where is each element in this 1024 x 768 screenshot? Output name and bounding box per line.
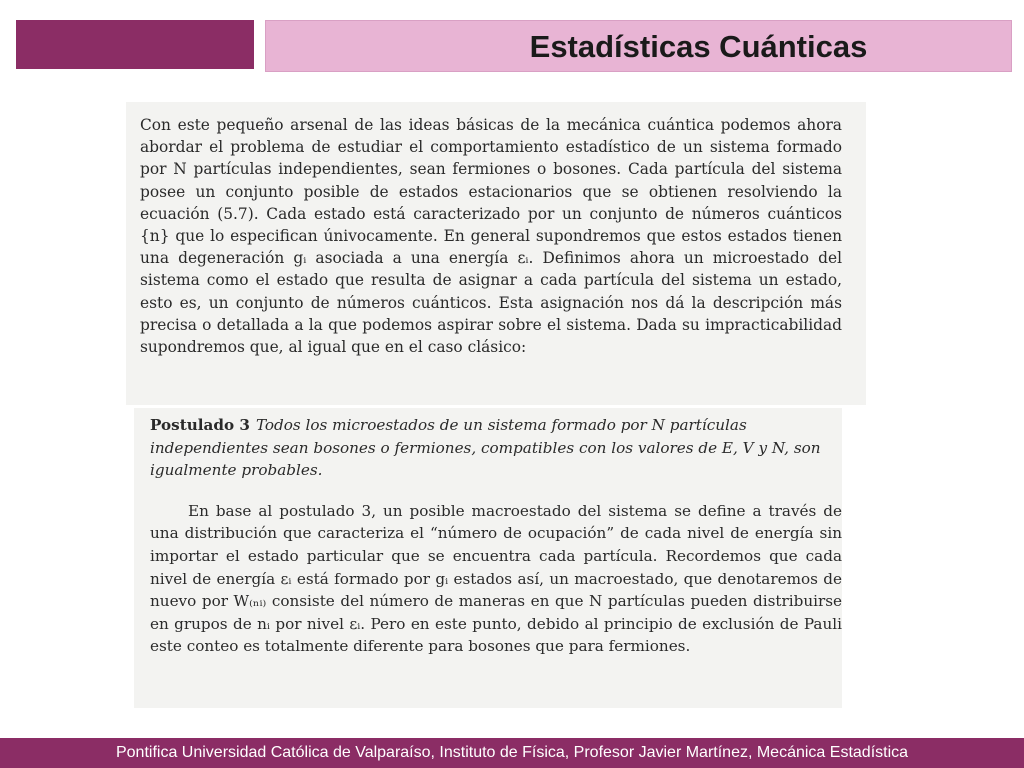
postulate-text: Todos los microestados de un sistema formado por N partículas independientes sean bosones o fermiones, compatibles con los valores de E, V y N, son igualmente probables. bbox=[150, 416, 821, 480]
title-bar bbox=[265, 20, 1012, 72]
scanned-text-top bbox=[126, 102, 866, 405]
accent-bar bbox=[16, 20, 254, 69]
macrostate-paragraph: En base al postulado 3, un posible macroestado del sistema se define a través de una distribución que caracteriza el “número de ocupación” de cada nivel de energía sin importar el estado particular que se encuentra cada partícula. Recordemos que cada nivel de energía εᵢ está formado por gᵢ estados así, un macroestado, que denotaremos de nuevo por W₍ₙᵢ₎ consiste del número de maneras en que N partículas pueden distribuirse en grupos de nᵢ por nivel εᵢ. Pero en este punto, debido al principio de exclusión de Pauli este conteo es totalmente diferente para bosones que para fermiones. bbox=[150, 501, 842, 656]
scanned-text-bottom bbox=[134, 408, 842, 708]
postulate bbox=[150, 414, 842, 482]
slide-title: Estadísticas Cuánticas bbox=[529, 29, 868, 64]
footer: Pontifica Universidad Católica de Valparaíso, Instituto de Física, Profesor Javier Martínez, Mecánica Estadística bbox=[0, 738, 1024, 768]
postulate-label: Postulado 3 bbox=[150, 416, 250, 434]
intro-paragraph: Con este pequeño arsenal de las ideas básicas de la mecánica cuántica podemos ahora abordar el problema de estudiar el comportamiento estadístico de un sistema formado por N partículas independientes, sean fermiones o bosones. Cada partícula del sistema posee un conjunto posible de estados estacionarios que se obtienen resolviendo la ecuación (5.7). Cada estado está caracterizado por un conjunto de números cuánticos {n} que lo especifican únivocamente. En general supondremos que estos estados tienen una degeneración gᵢ asociada a una energía εᵢ. Definimos ahora un microestado del sistema como el estado que resulta de asignar a cada partícula del sistema un estado, esto es, un conjunto de números cuánticos. Esta asignación nos dá la descripción más precisa o detallada a la que podemos aspirar sobre el sistema. Dada su impracticabilidad supondremos que, al igual que en el caso clásico: bbox=[140, 116, 842, 357]
